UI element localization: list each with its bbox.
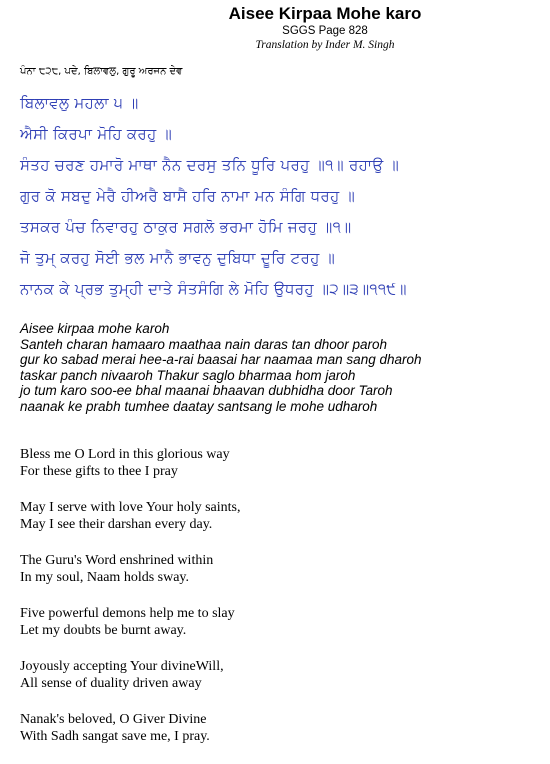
page-reference: SGGS Page 828	[282, 25, 368, 37]
transliteration-line: taskar panch nivaaroh Thakur saglo bharmaa hom jaroh	[20, 367, 356, 383]
translation-line: Nanak's beloved, O Giver Divine	[20, 712, 207, 727]
gurmukhi-line: ਗੁਰ ਕੋ ਸਬਦੁ ਮੇਰੈ ਹੀਅਰੈ ਬਾਸੈ ਹਰਿ ਨਾਮਾ ਮਨ ਸੰਗਿ ਧਰਹੁ ॥	[20, 187, 355, 205]
translation-line: In my soul, Naam holds sway.	[20, 570, 190, 585]
translation-line: For these gifts to thee I pray	[20, 464, 178, 479]
gurmukhi-line: ਐਸੀ ਕਿਰਪਾ ਮੋਹਿ ਕਰਹੁ ॥	[20, 125, 173, 143]
translation-line: Let my doubts be burnt away.	[20, 623, 187, 638]
translation-stanza	[20, 552, 545, 586]
translation-stanza	[20, 711, 545, 745]
source-reference: ਪੰਨਾ ੮੨੮, ਪਦੇ, ਬਿਲਾਵਲੁ, ਗੁਰੂ ਅਰਜਨ ਦੇਵ	[20, 66, 183, 77]
translation-stanza	[20, 446, 545, 480]
transliteration-line: Aisee kirpaa mohe karoh	[20, 321, 170, 336]
translation-line: With Sadh sangat save me, I pray.	[20, 729, 210, 744]
translation-line: Five powerful demons help me to slay	[20, 606, 235, 621]
translation-line: May I serve with love Your holy saints,	[20, 500, 241, 515]
gurmukhi-text	[20, 92, 545, 309]
page-header	[200, 4, 450, 52]
transliteration-block	[20, 321, 545, 415]
translation-line: May I see their darshan every day.	[20, 517, 213, 532]
gurmukhi-line: ਸੰਤਹ ਚਰਣ ਹਮਾਰੋ ਮਾਥਾ ਨੈਨ ਦਰਸੁ ਤਨਿ ਧੂਰਿ ਪਰਹੁ ॥੧॥ ਰਹਾਉ ॥	[20, 156, 400, 174]
transliteration-line: naanak ke prabh tumhee daatay santsang le mohe udharoh	[20, 398, 378, 414]
translation-stanza	[20, 605, 545, 639]
translation-stanza	[20, 499, 545, 533]
translator-credit: Translation by Inder M. Singh	[255, 39, 395, 51]
translation-stanza	[20, 658, 545, 692]
transliteration-line: Santeh charan hamaaro maathaa nain daras tan dhoor paroh	[20, 336, 388, 352]
translation-line: All sense of duality driven away	[20, 676, 202, 691]
transliteration-line: gur ko sabad merai hee-a-rai baasai har naamaa man sang dharoh	[20, 352, 422, 368]
translation-line: Joyously accepting Your divineWill,	[20, 659, 224, 674]
gurmukhi-line: ਜੋ ਤੁਮ੍ ਕਰਹੁ ਸੋਈ ਭਲ ਮਾਨੈ ਭਾਵਨੁ ਦੁਬਿਧਾ ਦੂਰਿ ਟਰਹੁ ॥	[20, 249, 336, 267]
gurmukhi-line: ਤਸਕਰ ਪੰਚ ਨਿਵਾਰਹੁ ਠਾਕੁਰ ਸਗਲੋ ਭਰਮਾ ਹੋਮਿ ਜਰਹੁ ॥੧॥	[20, 218, 352, 236]
gurmukhi-line: ਬਿਲਾਵਲੁ ਮਹਲਾ ੫ ॥	[20, 94, 139, 112]
translation-block	[20, 446, 545, 764]
transliteration-line: jo tum karo soo-ee bhal maanai bhaavan dubhidha door Taroh	[20, 383, 393, 399]
translation-line: Bless me O Lord in this glorious way	[20, 447, 230, 462]
page-title: Aisee Kirpaa Mohe karo	[228, 4, 422, 23]
translation-line: The Guru's Word enshrined within	[20, 553, 214, 568]
gurmukhi-line: ਨਾਨਕ ਕੇ ਪ੍ਰਭ ਤੁਮ੍ਹੀ ਦਾਤੇ ਸੰਤਸੰਗਿ ਲੇ ਮੋਹਿ ਉਧਰਹੁ ॥੨॥੩॥੧੧੯॥	[20, 280, 407, 298]
